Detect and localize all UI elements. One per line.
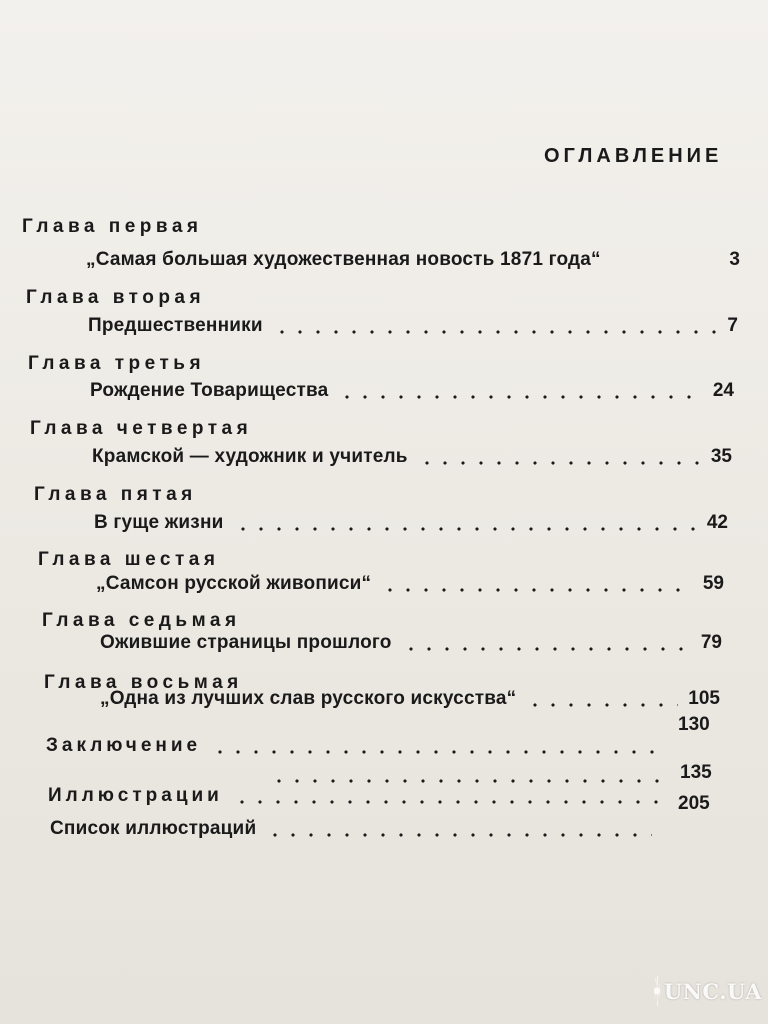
page-number: 130 bbox=[678, 714, 710, 735]
dot-leader bbox=[211, 750, 662, 754]
chapter-heading: Глава третья bbox=[28, 353, 206, 374]
page-number: 35 bbox=[710, 446, 732, 467]
watermark-text: UNC.UA bbox=[663, 978, 762, 1004]
toc-entry[interactable] bbox=[88, 315, 738, 339]
toc-entry[interactable] bbox=[94, 512, 728, 536]
toc-entry[interactable] bbox=[48, 785, 668, 809]
chapter-title: Рождение Товарищества bbox=[90, 380, 329, 401]
page-number: 7 bbox=[727, 315, 738, 336]
toc-entry[interactable] bbox=[86, 249, 740, 273]
chapter-heading: Глава четвертая bbox=[30, 418, 253, 439]
chapter-heading: Глава вторая bbox=[26, 287, 206, 308]
watermark bbox=[654, 966, 762, 1016]
toc-entry[interactable] bbox=[100, 688, 720, 712]
section-title: Заключение bbox=[46, 735, 202, 756]
toc-entry[interactable] bbox=[96, 573, 724, 597]
page-number: 79 bbox=[700, 632, 722, 653]
chapter-title: „Самая большая художественная новость 1871 года“ bbox=[86, 249, 601, 270]
section-title: Иллюстрации bbox=[48, 785, 223, 806]
dot-leader bbox=[233, 800, 658, 804]
toc-entry[interactable] bbox=[46, 735, 672, 759]
section-title: Список иллюстраций bbox=[50, 818, 257, 839]
page-number: 24 bbox=[712, 380, 734, 401]
chapter-heading: Глава восьмая bbox=[44, 672, 243, 693]
dot-leader bbox=[266, 833, 652, 837]
chapter-title: Предшественники bbox=[88, 315, 263, 336]
starburst-icon bbox=[654, 976, 660, 1006]
toc-entry[interactable] bbox=[50, 818, 662, 842]
dot-leader bbox=[381, 588, 693, 592]
dot-leader bbox=[273, 330, 718, 334]
dot-leader bbox=[418, 461, 701, 465]
page-number: 105 bbox=[688, 688, 720, 709]
dot-leader bbox=[338, 395, 702, 399]
chapter-title: „Одна из лучших слав русского искусства“ bbox=[100, 688, 517, 709]
toc-entry[interactable] bbox=[92, 446, 732, 470]
page-number: 59 bbox=[702, 573, 724, 594]
chapter-title: Крамской — художник и учитель bbox=[92, 446, 408, 467]
chapter-heading: Глава первая bbox=[22, 216, 203, 237]
toc-entry[interactable] bbox=[100, 632, 722, 656]
page-number: 3 bbox=[729, 249, 740, 270]
chapter-heading: Глава шестая bbox=[38, 549, 220, 570]
toc-entry[interactable] bbox=[90, 380, 734, 404]
page-number: 205 bbox=[678, 793, 710, 814]
chapter-heading: Глава пятая bbox=[34, 484, 197, 505]
toc-title: ОГЛАВЛЕНИЕ bbox=[544, 145, 723, 167]
dot-leader bbox=[234, 527, 697, 531]
page-number: 135 bbox=[680, 762, 712, 783]
page-number: 42 bbox=[706, 512, 728, 533]
dot-leader bbox=[402, 647, 691, 651]
chapter-title: В гуще жизни bbox=[94, 512, 224, 533]
chapter-title: Ожившие страницы прошлого bbox=[100, 632, 392, 653]
chapter-heading: Глава седьмая bbox=[42, 610, 241, 631]
chapter-title: „Самсон русской живописи“ bbox=[96, 573, 372, 594]
dot-leader bbox=[526, 703, 678, 707]
dot-leader bbox=[270, 779, 662, 783]
